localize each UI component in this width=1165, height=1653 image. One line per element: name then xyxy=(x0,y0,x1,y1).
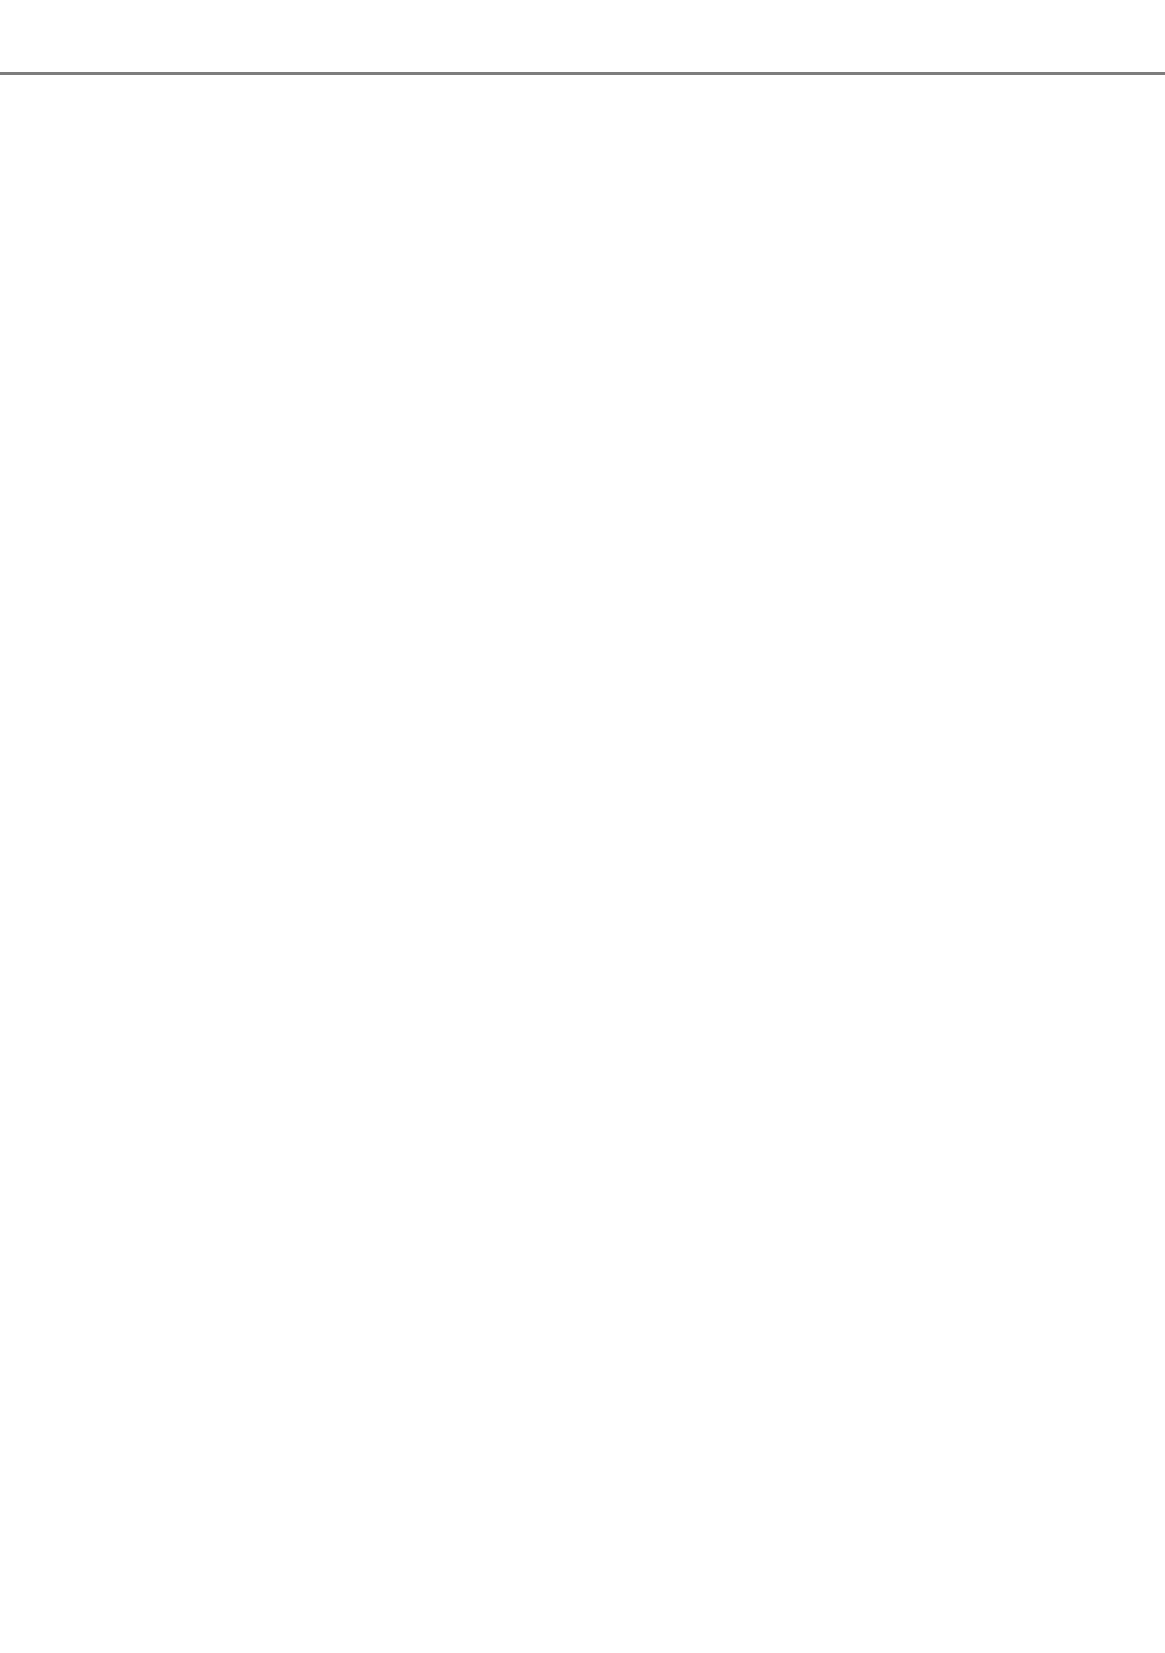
page-header xyxy=(0,24,1165,72)
header-divider xyxy=(0,72,1165,75)
